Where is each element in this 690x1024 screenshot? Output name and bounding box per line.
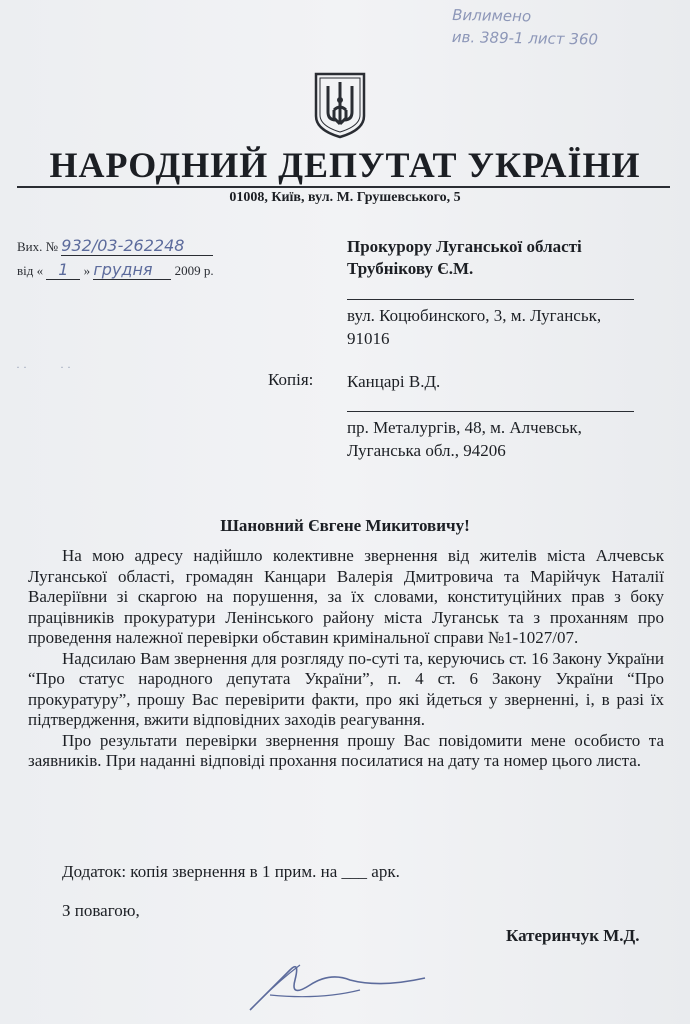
recipient-underline — [347, 299, 634, 300]
body-paragraph-2: Надсилаю Вам звернення для розгляду по-суті та, керуючись ст. 16 Закону України “Про статус народного депутата України”, п. 4 ст. 6 Закону України “Про прокуратуру”, прошу Вас перевірити факти, про які йдеться у зверненні, і, в разі їх підтвердження, вжити відповідних заходів реагування. — [28, 648, 664, 729]
letterhead-address: 01008, Київ, вул. М. Грушевського, 5 — [229, 190, 461, 205]
copy-address — [347, 416, 667, 462]
signature-icon — [230, 940, 430, 1020]
trident-emblem-icon — [312, 70, 368, 140]
handwritten-note — [452, 4, 683, 52]
outgoing-number — [17, 236, 213, 256]
letterhead-rule — [17, 186, 670, 188]
outgoing-date — [17, 260, 214, 280]
copy-address-line2: Луганська обл., 94206 — [347, 441, 506, 460]
copy-underline — [347, 411, 634, 412]
copy-recipient-name: Канцарі В.Д. — [347, 372, 441, 391]
recipient — [347, 236, 582, 280]
outgoing-date-day-close: » — [83, 263, 91, 278]
appendix-line: Додаток: копія звернення в 1 прим. на ___ арк. — [62, 862, 400, 881]
copy-label: Копія: — [268, 370, 314, 389]
outgoing-number-value: 932/03-262248 — [61, 236, 213, 256]
recipient-address — [347, 304, 667, 350]
letterhead-title: НАРОДНИЙ ДЕПУТАТ УКРАЇНИ — [49, 145, 641, 185]
letter-body — [28, 546, 664, 772]
recipient-line2: Трубнікову Є.М. — [347, 259, 474, 278]
recipient-address-line1: вул. Коцюбинского, 3, м. Луганськ, — [347, 306, 602, 325]
greeting: Шановний Євгене Микитовичу! — [220, 516, 470, 535]
copy-address-line1: пр. Металургів, 48, м. Алчевськ, — [347, 418, 582, 437]
outgoing-date-prefix: від « — [17, 263, 44, 278]
body-paragraph-1: На мою адресу надійшло колективне звернення від жителів міста Алчевськ Луганської області, громадян Канцари Валерія Дмитровича та Марійчук Наталії Валеріївни зі скаргою на порушення, за їх словами, конституційних прав з боку працівників прокуратури Ленінського району міста Луганськ та з проханням про проведення належної перевірки обставин кримінальної справи №1-1027/07. — [28, 546, 664, 647]
outgoing-number-label: Вих. № — [17, 239, 59, 254]
outgoing-date-year: 2009 р. — [174, 263, 214, 278]
handwritten-note-line1: Вилимено — [452, 5, 532, 26]
closing-line: З повагою, — [62, 901, 140, 920]
outgoing-date-day: 1 — [46, 260, 80, 280]
signer-name: Катеринчук М.Д. — [506, 926, 640, 945]
scan-marks: · · · · — [16, 360, 71, 374]
body-paragraph-3: Про результати перевірки звернення прошу Вас повідомити мене особисто та заявників. При наданні відповіді прохання посилатися на дату та номер цього листа. — [28, 730, 664, 770]
outgoing-date-month: грудня — [93, 260, 171, 280]
recipient-address-line2: 91016 — [347, 329, 390, 348]
handwritten-note-line2: ив. 389-1 лист 360 — [451, 27, 599, 49]
recipient-line1: Прокурору Луганської області — [347, 237, 582, 256]
